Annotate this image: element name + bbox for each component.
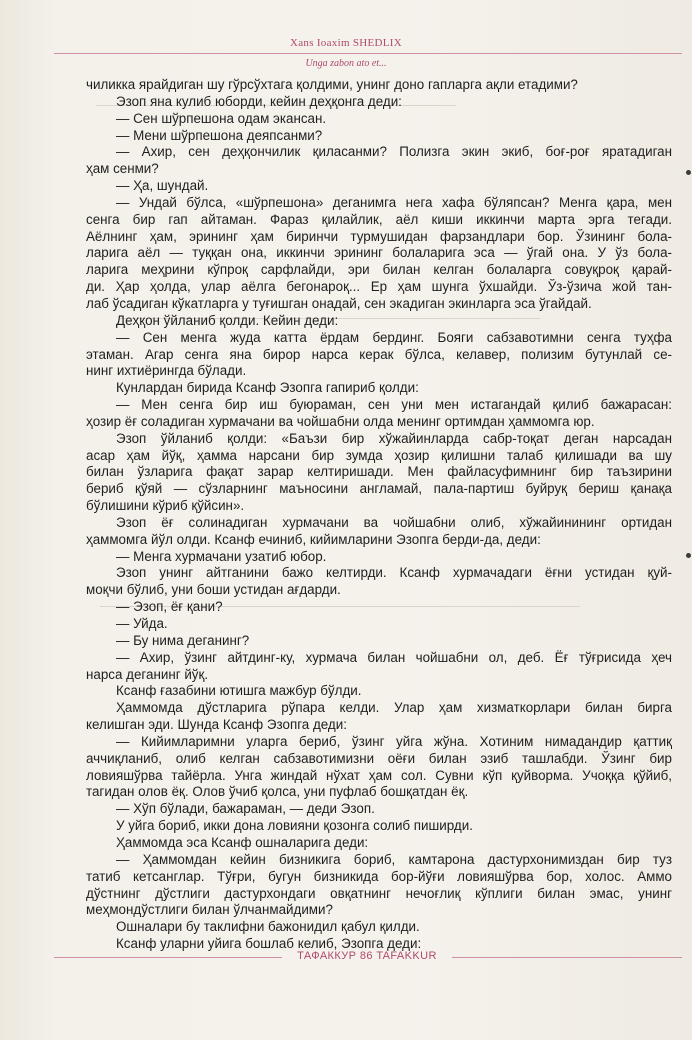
text-line: Эзоп унинг айтганини бажо келтирди. Ксанф хурмачадаги ёғни устидан қуй- bbox=[116, 565, 672, 581]
text-line: — Менга хурмачани узатиб юбор. bbox=[116, 548, 327, 564]
running-header-title: Unga zabon ato et... bbox=[305, 58, 387, 69]
text-line: бериб қўяй — сўзларнинг маъносини англамай, пала-партиш буйруқ бериш қанақа bbox=[86, 481, 672, 497]
text-line: — Кийимларимни уларга бериб, ўзинг уйга жўна. Хотиним нимадандир қаттиқ bbox=[116, 733, 672, 749]
text-line: У уйга бориб, икки дона ловияни қозонга солиб пиширди. bbox=[116, 818, 473, 834]
text-line: чиликка ярайдиган шу гўрсўхтага қолдими, унинг доно гапларга ақли етадими? bbox=[86, 77, 578, 92]
text-line: Ксанф уларни уйига бошлаб келиб, Эзопга деди: bbox=[116, 936, 422, 952]
footer-divider-left bbox=[54, 957, 282, 958]
text-line: Кунлардан бирида Ксанф Эзопга гапириб қолди: bbox=[116, 380, 419, 396]
text-line: ҳаммомга йўл олди. Ксанф ечиниб, кийимларини Эзопга берди-да, деди: bbox=[86, 531, 541, 547]
binding-hole-icon bbox=[686, 170, 691, 175]
text-line: келишган эди. Шунда Ксанф Эзопга деди: bbox=[86, 717, 347, 733]
text-line: сенга бир гап айтаман. Фараз қилайлик, аёл киши иккинчи марта эрга тегади. bbox=[86, 211, 672, 227]
text-line: этаман. Агар сенга яна бирор нарса керак бўлса, келавер, полизим бутунлай се- bbox=[86, 346, 672, 362]
article-body bbox=[86, 77, 672, 953]
text-line: аччиқланиб, олиб келган сабзавотимизни оёғи билан эзиб ташлабди. Ўзинг бир bbox=[86, 750, 672, 766]
text-line: моқчи бўлиб, уни боши устидан ағдарди. bbox=[86, 582, 341, 598]
running-header-author: Xans Ioaxim SHEDLIX bbox=[289, 37, 402, 49]
text-line: татиб кетсанглар. Тўғри, бугун бизникида бор-йўғи ловияшўрва бор, холос. Аммо bbox=[86, 868, 672, 884]
text-line: лаб ўсадиган кўкатларга у туғишган онадай, сен экадиган экинларга эса ўгайдай. bbox=[86, 295, 592, 311]
text-line: Эзоп ёғ солинадиган хурмачани ва чойшабни олиб, хўжайинининг ортидан bbox=[116, 514, 672, 530]
text-line: Аёлнинг ҳам, эрининг ҳам биринчи турмушидан фарзандлари бор. Ўзининг бола- bbox=[86, 228, 672, 244]
text-line: асар ҳам йўқ, ҳамма нарсани бир зумда ҳозир қилишни талаб қилишади ва шу bbox=[86, 447, 672, 463]
footer-divider-right bbox=[452, 957, 682, 958]
text-line: ларига меҳрини кўпроқ сарфлайди, эри билан келган болаларга совуқроқ қарай- bbox=[86, 262, 672, 278]
text-line: нарса деганинг йўқ. bbox=[86, 666, 209, 682]
text-line: Эзоп яна кулиб юборди, кейин деҳқонга деди: bbox=[116, 93, 402, 109]
text-line: меҳмондўстлиги билан ўлчанмайдими? bbox=[86, 902, 333, 918]
text-line: Ошналари бу таклифни бажонидил қабул қилди. bbox=[116, 919, 420, 935]
text-line: ҳам сенми? bbox=[86, 161, 159, 177]
text-line: бўлишини кўриб қўйсин». bbox=[86, 498, 245, 514]
text-line: — Ахир, сен деҳқончилик қиласанми? Полизга экин экиб, боғ-роғ яратадиган bbox=[116, 144, 672, 160]
text-line: — Сен шўрпешона одам экансан. bbox=[116, 110, 327, 126]
text-line: — Мен сенга бир иш буюраман, сен уни мен истагандай қилиб бажарасан: bbox=[116, 397, 672, 413]
text-line: билан ўзларига фақат зарар келтиришади. Мен файласуфимнинг бир таъзирини bbox=[86, 464, 672, 480]
text-line: ҳозир ёғ соладиган хурмачани ва чойшабни олда менинг ортимдан ҳаммомга юр. bbox=[86, 413, 595, 429]
text-line: ди. Ҳар ҳолда, улар аёлга бегонароқ... Ер ҳам шунга ўхшайди. Ўз-ўзича жой тан- bbox=[86, 279, 672, 295]
binding-hole-icon bbox=[686, 553, 691, 558]
text-line: — Ахир, ўзинг айтдинг-ку, хурмача билан чойшабни ол, деб. Ёғ тўғрисида ҳеч bbox=[116, 649, 672, 665]
text-line: — Хўп бўлади, бажараман, — деди Эзоп. bbox=[116, 801, 375, 817]
text-line: — Ҳа, шундай. bbox=[116, 178, 209, 194]
text-line: нинг ихтиёрингда бўлади. bbox=[86, 363, 247, 379]
text-line: Ҳаммомда дўстларига рўпара келди. Улар ҳам хизматкорлари билан бирга bbox=[116, 700, 672, 716]
text-line: дўстнинг дўстлиги дастурхондаги овқатнинг нечоғлиқ кўплиги билан эмас, унинг bbox=[86, 885, 672, 901]
text-line: — Бу нима деганинг? bbox=[116, 632, 250, 648]
text-line: — Уйда. bbox=[116, 616, 168, 631]
page-footer: ТАФАККУР 86 TAFAKKUR bbox=[297, 950, 437, 962]
text-line: Деҳқон ўйланиб қолди. Кейин деди: bbox=[116, 312, 339, 328]
text-line: Эзоп ўйланиб қолди: «Баъзи бир хўжайинларда сабр-тоқат деган нарсадан bbox=[116, 430, 672, 446]
text-line: ловияшўрва тайёрла. Унга жиндай нўхат ҳам сол. Сувни кўп қуйворма. Учоққа қўйиб, bbox=[86, 767, 672, 783]
header-divider bbox=[54, 53, 682, 54]
text-line: — Ҳаммомдан кейин бизникига бориб, камтарона дастурхонимиздан бир туз bbox=[116, 851, 672, 867]
text-line: тагидан олов ёқ. Олов ўчиб қолса, уни пуфлаб бошқатдан ёқ. bbox=[86, 784, 469, 800]
text-line: — Сен менга жуда катта ёрдам бердинг. Бояги сабзавотимни сенга туҳфа bbox=[116, 329, 672, 345]
text-line: — Эзоп, ёғ қани? bbox=[116, 599, 223, 615]
text-line: Ксанф ғазабини ютишга мажбур бўлди. bbox=[116, 683, 362, 699]
text-line: — Мени шўрпешона деяпсанми? bbox=[116, 127, 323, 143]
text-line: Ҳаммомда эса Ксанф ошналарига деди: bbox=[116, 834, 369, 850]
text-line: — Ундай бўлса, «шўрпешона» деганимга нега хафа бўляпсан? Менга қара, мен bbox=[116, 194, 672, 210]
text-line: ларига аёл — туққан она, иккинчи эрининг болаларига эса — ўгай она. У ўз бола- bbox=[86, 245, 672, 261]
